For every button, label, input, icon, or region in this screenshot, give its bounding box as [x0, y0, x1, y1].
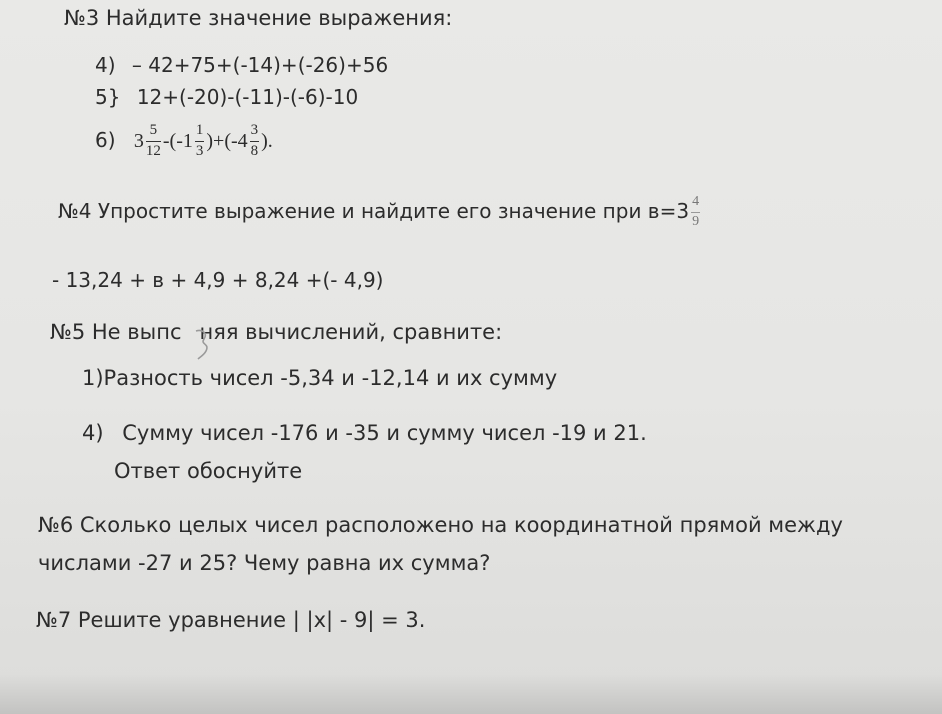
fraction-5-12: $\frac{5}{12}$ — [145, 122, 161, 159]
task-5-item-1: 1)Разность чисел -5,34 и -12,14 и их сумму — [82, 366, 558, 390]
task-3-item-6 — [95, 117, 273, 164]
task-4-text: №4 Упростите выражение и найдите его значение при в=3 — [58, 199, 690, 223]
task-6-line-2: числами -27 и 25? Чему равна их сумма? — [38, 551, 491, 575]
task-4-title — [58, 190, 702, 232]
fraction-1-3: $\frac{1}{3}$ — [195, 122, 204, 159]
task-3-title: №3 Найдите значение выражения: — [64, 6, 453, 30]
item-text: Сумму чисел -176 и -35 и сумму чисел -19 и 21. — [122, 421, 647, 445]
pen-scribble-mark — [192, 327, 214, 361]
fraction-3-8: $\frac{3}{8}$ — [250, 122, 259, 159]
expression: 12+(-20)-(-11)-(-6)-10 — [136, 85, 359, 109]
mixed-number-whole: 3 — [133, 130, 144, 152]
task-5-title — [50, 322, 502, 343]
item-number: 4) — [95, 53, 116, 77]
fraction-4-9: $\frac{4}{9}$ — [692, 194, 700, 229]
item-number: 4) — [82, 421, 104, 445]
task-5-title-part-a: №5 Не выпс — [50, 320, 182, 344]
task-3-item-5 — [95, 87, 358, 107]
task-5-answer-note: Ответ обоснуйте — [114, 459, 303, 483]
task-5-title-part-b: няя вычислений, сравните: — [199, 320, 503, 344]
task-6-line-1: №6 Сколько целых чисел расположено на координатной прямой между — [38, 513, 843, 537]
expression-part: )+(-4 — [206, 130, 248, 152]
task-4-expression: - 13,24 + в + 4,9 + 8,24 +(- 4,9) — [52, 268, 384, 292]
task-7-text: №7 Решите уравнение | |x| - 9| = 3. — [36, 608, 426, 632]
expression-part: -(-1 — [162, 130, 193, 152]
expression-part: ). — [261, 130, 273, 152]
item-number: 6) — [95, 128, 116, 152]
task-5-item-4 — [82, 423, 647, 444]
item-number: 5} — [95, 85, 121, 109]
expression: – 42+75+(-14)+(-26)+56 — [131, 53, 389, 77]
task-3-item-4 — [95, 55, 388, 75]
